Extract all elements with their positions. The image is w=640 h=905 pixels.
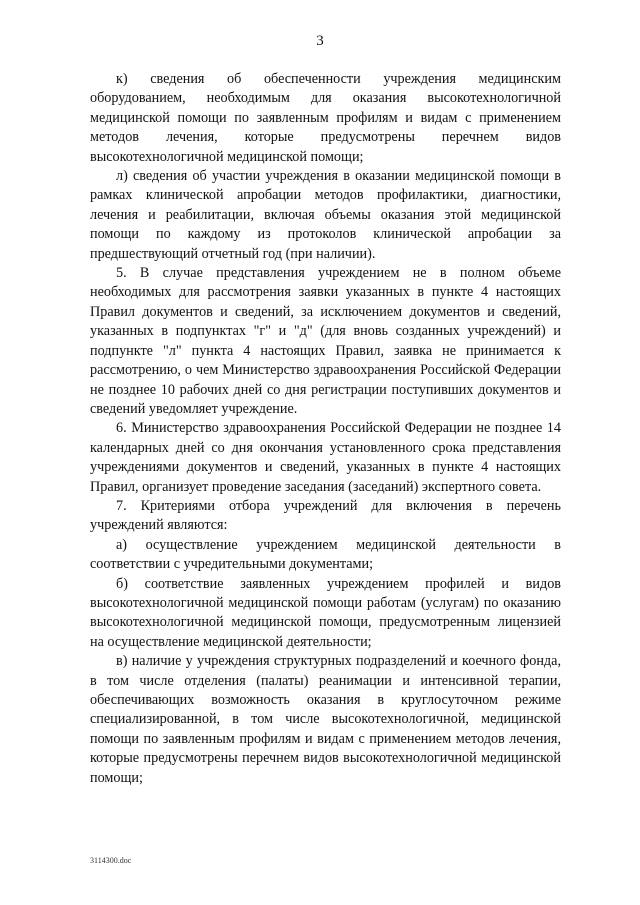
paragraph-7: 7. Критериями отбора учреждений для включения в перечень учреждений являются: <box>90 497 561 534</box>
paragraph-l: л) сведения об участии учреждения в оказании медицинской помощи в рамках клинической апробации методов профилактики, диагностики, лечения и реабилитации, включая объемы оказания этой медицинской помощи по каждому из протоколов клинической апробации за предшествующий отчетный год (при наличии). <box>90 168 561 262</box>
paragraph-k: к) сведения об обеспеченности учреждения медицинским оборудованием, необходимым для оказания высокотехнологичной медицинской помощи по заявленным профилям и видам с применением методов лечения, которые предусмотрены перечнем видов высокотехнологичной медицинской помощи; <box>90 71 561 165</box>
paragraph-7b: б) соответствие заявленных учреждением профилей и видов высокотехнологичной медицинской помощи работам (услугам) по оказанию высокотехнологичной медицинской помощи, предусмотренным лицензией на осуществление медицинской деятельности; <box>90 575 561 650</box>
paragraph-7a: а) осуществление учреждением медицинской деятельности в соответствии с учредительными документами; <box>90 536 561 573</box>
document-body <box>90 70 561 788</box>
paragraph-7v: в) наличие у учреждения структурных подразделений и коечного фонда, в том числе отделения (палаты) реанимации и интенсивной терапии, обеспечивающих возможность оказания в круглосуточном режиме специализированной, в том числе высокотехнологичной, медицинской помощи по заявленным профилям и видам с применением методов лечения, которые предусмотрены перечнем видов высокотехнологичной медицинской помощи; <box>90 653 561 786</box>
page-number: 3 <box>316 33 324 49</box>
paragraph-6: 6. Министерство здравоохранения Российской Федерации не позднее 14 календарных дней со дня окончания установленного срока представления учреждениями документов и сведений, указанных в пункте 4 настоящих Правил, организует проведение заседания (заседаний) экспертного совета. <box>90 420 561 495</box>
paragraph-5: 5. В случае представления учреждением не в полном объеме необходимых для рассмотрения заявки указанных в пункте 4 настоящих Правил документов и сведений, за исключением документов и сведений, указанных в подпунктах "г" и "д" (для вновь созданных учреждений) и подпункте "л" пункта 4 настоящих Правил, заявка не принимается к рассмотрению, о чем Министерство здравоохранения Российской Федерации не позднее 10 рабочих дней со дня регистрации поступивших документов и сведений уведомляет учреждение. <box>90 265 561 417</box>
footer-filename: 3114300.doc <box>90 856 132 865</box>
